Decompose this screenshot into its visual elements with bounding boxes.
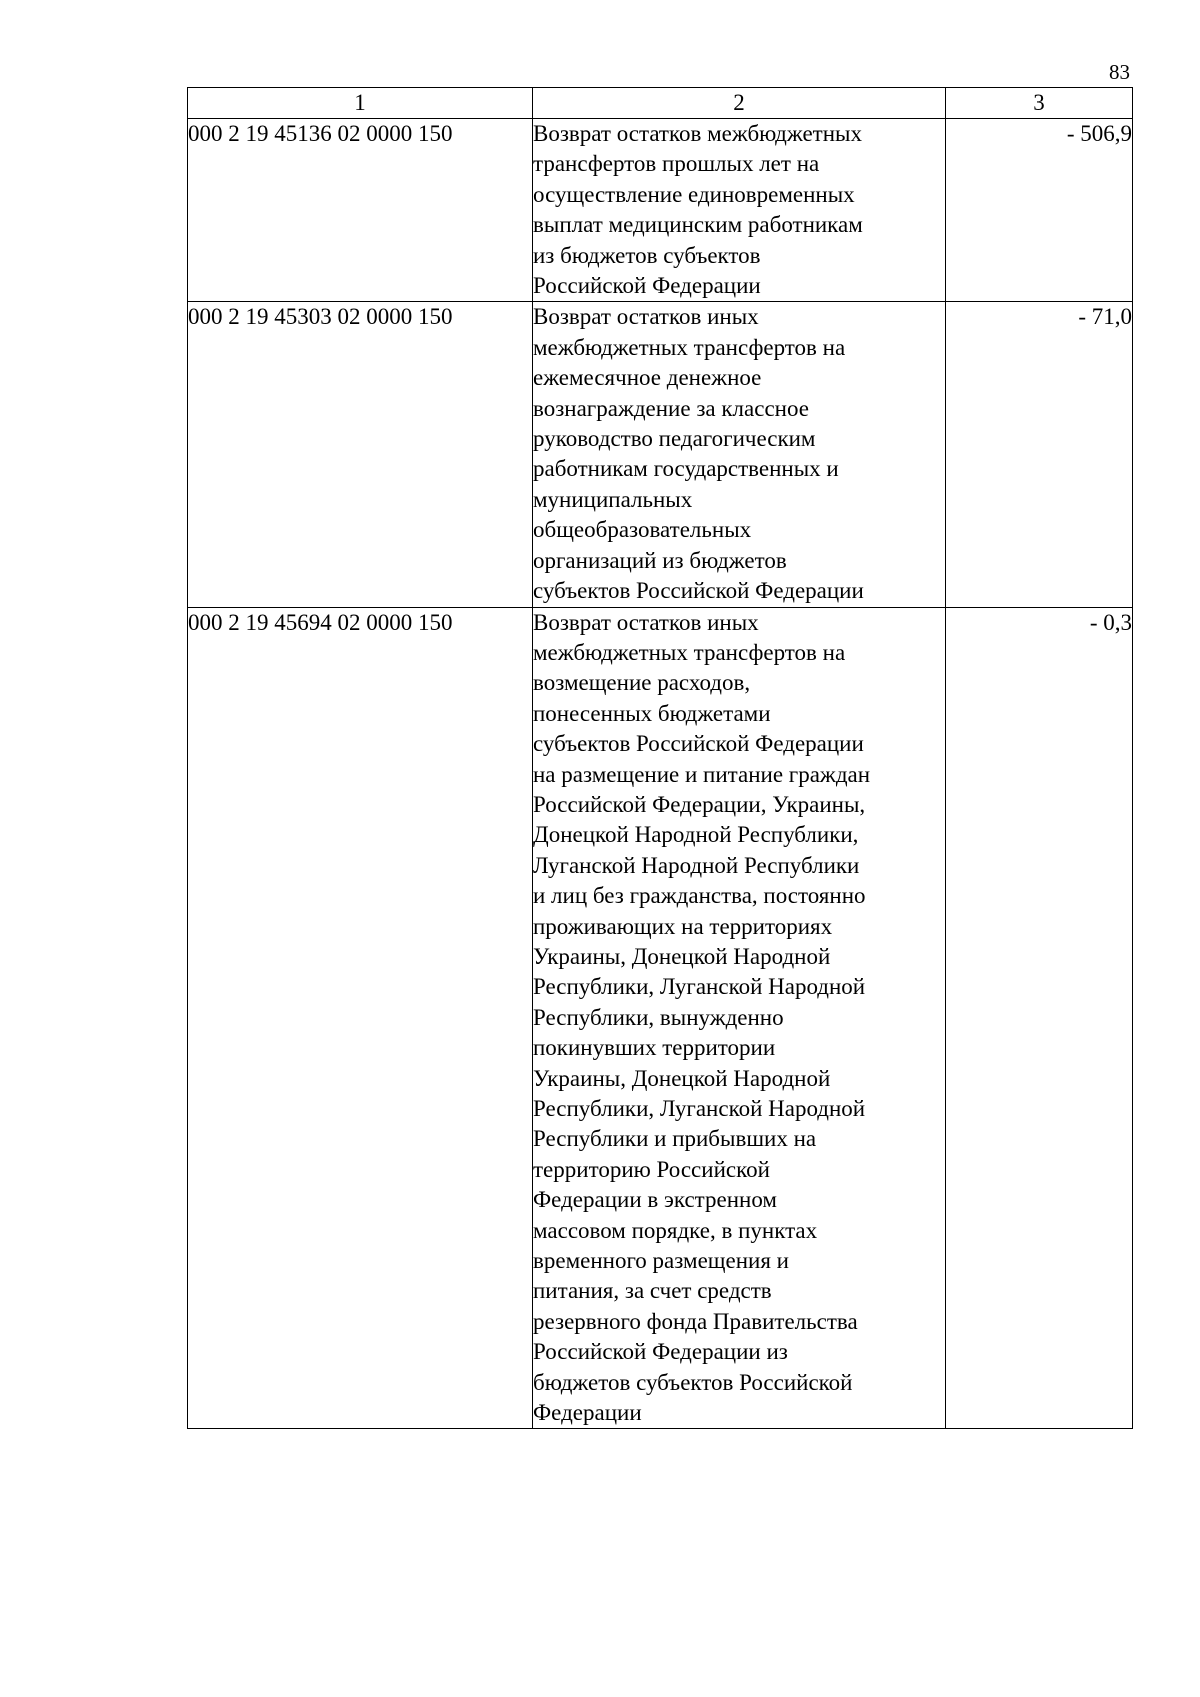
description-line: Республики, Луганской Народной [533,1096,866,1121]
description-line: и лиц без гражданства, постоянно [533,883,866,909]
description-line: Возврат остатков иных [533,304,759,330]
description-line: общеобразовательных [533,517,752,543]
description-line: временного размещения и [533,1248,789,1274]
column-header-3: 3 [946,88,1133,119]
description-cell [533,302,946,607]
description-line: осуществление единовременных [533,181,855,207]
description-line: Российской Федерации [533,273,761,299]
table-row [188,607,1133,1429]
description-line: территорию Российской [533,1156,770,1182]
description-line: массовом порядке, в пунктах [533,1217,818,1243]
budget-code-cell: 000 2 19 45303 02 0000 150 [188,302,533,607]
description-line: трансфертов прошлых лет на [533,151,820,177]
description-cell [533,119,946,302]
description-line: межбюджетных трансфертов на [533,334,846,360]
column-header-1: 1 [188,88,533,119]
table-row [188,302,1133,607]
description-line: проживающих на территориях [533,913,833,939]
description-line: из бюджетов субъектов [533,242,761,268]
description-line: Федерации в экстренном [533,1187,777,1213]
description-line: выплат медицинским работникам [533,212,863,238]
description-line: межбюджетных трансфертов на [533,639,846,665]
column-header-2: 2 [533,88,946,119]
description-line: возмещение расходов, [533,670,751,696]
description-line: работникам государственных и [533,456,839,482]
amount-cell: - 71,0 [946,302,1133,607]
description-line: руководство педагогическим [533,426,816,452]
budget-table [187,87,1133,1429]
description-line: бюджетов субъектов Российской [533,1369,853,1395]
description-line: субъектов Российской Федерации [533,578,864,604]
table-body [188,119,1133,1429]
description-line: организаций из бюджетов [533,547,787,573]
page-number: 83 [1109,60,1130,84]
description-line: Украины, Донецкой Народной [533,1065,831,1091]
budget-code-cell: 000 2 19 45694 02 0000 150 [188,607,533,1429]
description-line: Донецкой Народной Республики, [533,822,859,848]
description-line: питания, за счет средств [533,1278,772,1304]
description-line: Федерации [533,1400,642,1426]
description-line: Российской Федерации, Украины, [533,791,866,817]
description-line: Возврат остатков межбюджетных [533,121,862,146]
table-header-row [188,88,1133,119]
description-line: покинувших территории [533,1035,776,1061]
description-line: Украины, Донецкой Народной [533,943,831,969]
description-line: ежемесячное денежное [533,365,762,391]
description-line: Республики, Луганской Народной [533,974,866,1000]
description-line: Республики и прибывших на [533,1126,817,1152]
description-line: Луганской Народной Республики [533,852,860,878]
description-line: субъектов Российской Федерации [533,731,864,757]
description-line: вознаграждение за классное [533,395,809,421]
budget-code-cell: 000 2 19 45136 02 0000 150 [188,119,533,302]
amount-cell: - 506,9 [946,119,1133,302]
description-line: Российской Федерации из [533,1339,788,1365]
description-line: Республики, вынужденно [533,1004,784,1030]
description-line: муниципальных [533,486,693,512]
table-row [188,119,1133,302]
amount-cell: - 0,3 [946,607,1133,1429]
description-cell [533,607,946,1429]
description-line: на размещение и питание граждан [533,761,871,787]
description-line: понесенных бюджетами [533,700,771,726]
description-line: Возврат остатков иных [533,609,759,635]
description-line: резервного фонда Правительства [533,1308,858,1334]
